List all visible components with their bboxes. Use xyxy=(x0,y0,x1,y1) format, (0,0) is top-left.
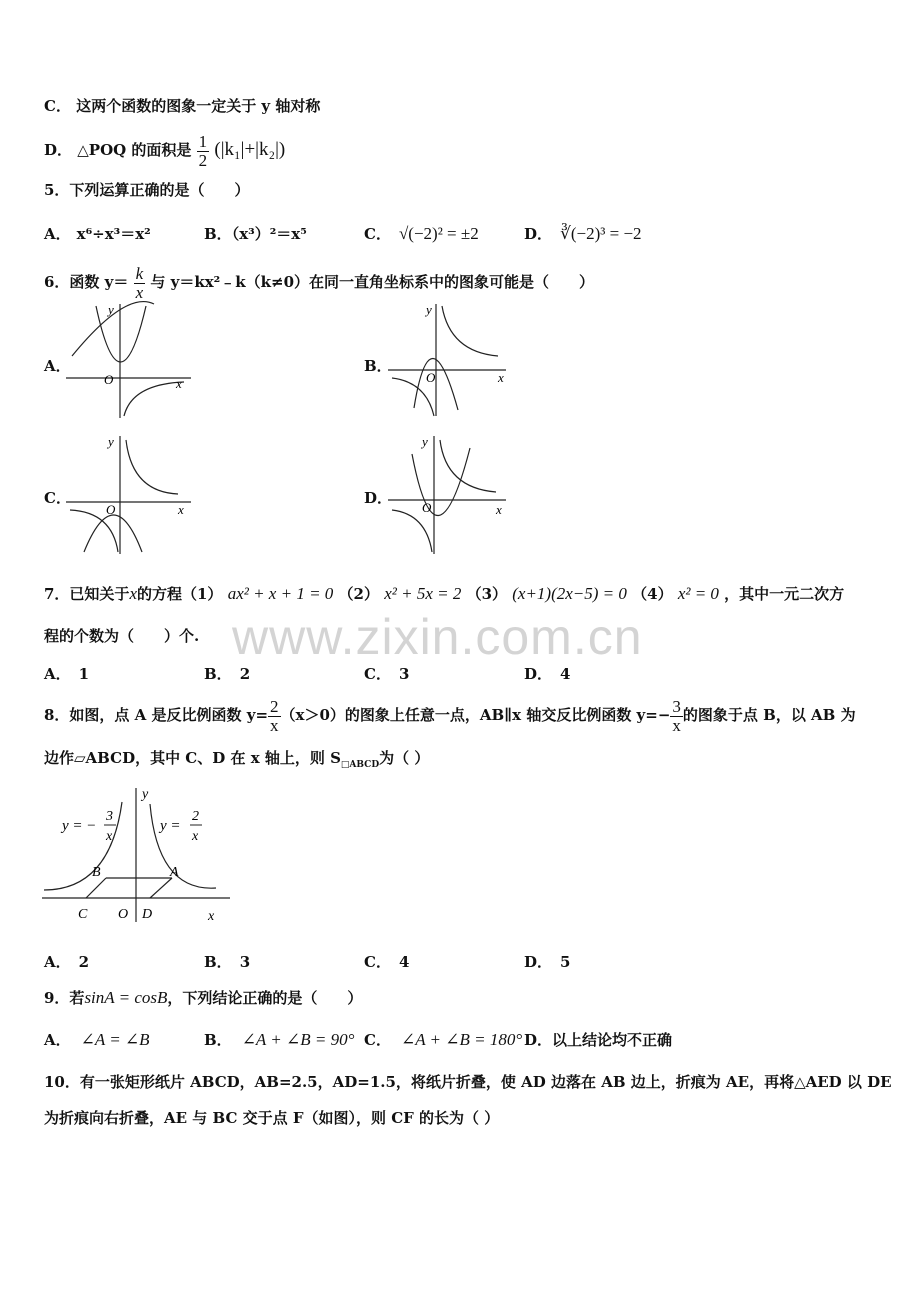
right-curve-label: y = xyxy=(160,818,181,834)
q8-option-a: A． 2 xyxy=(44,953,90,971)
q9-option-d: D．以上结论均不正确 xyxy=(524,1031,673,1049)
axis-x-label: x xyxy=(178,502,184,517)
q7-option-d: D． 4 xyxy=(524,665,571,683)
axis-x-label: x xyxy=(496,502,502,517)
axis-y-label: y xyxy=(108,434,114,449)
q9-option-b: B． ∠A + ∠B = 90° xyxy=(204,1030,355,1049)
point-c-label: C xyxy=(78,907,88,922)
q5-option-a: A． x⁶÷x³＝x² xyxy=(44,225,151,243)
option-label: D． xyxy=(44,141,73,159)
q7-stem: 7．已知关于x的方程（1） ax² + x + 1 = 0 （2） x² + 5x = 2 （3） (x+1)(2x−5) = 0 （4） x² = 0 ，其中一元二次方 xyxy=(44,584,845,603)
origin-label: O xyxy=(422,500,432,515)
q5-option-d: D． ∛(−2)³ = −2 xyxy=(524,224,642,243)
fraction: $\frac{k}{x}$ xyxy=(135,263,144,302)
formula: (|k₁|+|k₂|) xyxy=(214,139,286,160)
q6-graph-c xyxy=(66,430,196,556)
option-text: 这两个函数的图象一定关于 y 轴对称 xyxy=(76,97,321,115)
q8-figure xyxy=(40,782,240,927)
watermark: www.zixin.com.cn xyxy=(232,609,643,665)
q9-stem: 9．若sinA = cosB，下列结论正确的是（ ） xyxy=(44,988,363,1007)
origin-label: O xyxy=(426,370,436,385)
q8-option-d: D． 5 xyxy=(524,953,571,971)
equation-4: x² = 0 xyxy=(677,584,719,603)
q6-stem: 6．函数 y＝ $\frac{k}{x}$ 与 y＝kx²﹣k（k≠0）在同一直角坐标系中的图象可能是（ ） xyxy=(44,263,595,302)
fraction: $\frac{2}{x}$ xyxy=(270,696,279,735)
q10-stem-line1: 10．有一张矩形纸片 ABCD，AB=2.5，AD=1.5，将纸片折叠，使 AD 边落在 AB 边上，折痕为 AE，再将△AED 以 DE xyxy=(44,1073,892,1091)
option-text: △POQ 的面积是 xyxy=(77,141,192,159)
axis-y-label: y xyxy=(108,302,114,317)
point-o-label: O xyxy=(118,907,129,922)
q9-option-c: C． ∠A + ∠B = 180° xyxy=(364,1030,523,1049)
point-b-label: B xyxy=(92,865,101,880)
axis-y-label: y xyxy=(426,302,432,317)
right-curve-num: 2 xyxy=(192,809,199,824)
axis-x-label: x xyxy=(208,909,215,924)
q8-stem: 8．如图，点 A 是反比例函数 y= $\frac{2}{x}$ （x＞0）的图象上任意一点，AB∥x 轴交反比例函数 y=− $\frac{3}{x}$ 的图象于点 B，以 AB 为 xyxy=(44,696,856,735)
q6-graph-b xyxy=(388,298,513,422)
q4-option-d xyxy=(44,130,285,170)
left-curve-label: y = − xyxy=(62,818,97,834)
q6-option-b-label: B． xyxy=(364,357,392,375)
q5-option-c: C． √(−2)² = ±2 xyxy=(364,224,479,243)
equation-1: ax² + x + 1 = 0 xyxy=(227,584,334,603)
q6-option-d-label: D． xyxy=(364,489,393,507)
q8-option-c: C． 4 xyxy=(364,953,410,971)
point-d-label: D xyxy=(142,907,153,922)
axis-y-label: y xyxy=(142,787,149,802)
q8-option-b: B． 3 xyxy=(204,953,251,971)
q7-option-a: A． 1 xyxy=(44,665,90,683)
left-curve-num: 3 xyxy=(106,809,113,824)
q7-option-b: B． 2 xyxy=(204,665,251,683)
axis-x-label: x xyxy=(498,370,504,385)
q6-option-c-label: C． xyxy=(44,489,71,507)
fraction: $\frac{3}{x}$ xyxy=(672,696,681,735)
q6-graph-d xyxy=(388,430,513,556)
fraction: $\frac{1}{2}$ xyxy=(198,131,208,170)
axis-x-label: x xyxy=(176,376,182,391)
q9-option-a: A． ∠A = ∠B xyxy=(44,1030,150,1049)
q6-option-a-label: A． xyxy=(44,357,71,375)
origin-label: O xyxy=(104,372,114,387)
q5-option-b: B．（x³）²＝x⁵ xyxy=(204,225,307,243)
q5-stem: 5．下列运算正确的是（ ） xyxy=(44,181,250,199)
left-curve-den: x xyxy=(106,829,113,844)
equation-2: x² + 5x = 2 xyxy=(384,584,462,603)
q10-stem-line2: 为折痕向右折叠，AE 与 BC 交于点 F（如图），则 CF 的长为（ ） xyxy=(44,1109,500,1127)
q4-option-c xyxy=(44,96,320,116)
right-curve-den: x xyxy=(192,829,199,844)
point-a-label: A xyxy=(170,865,179,880)
equation-3: (x+1)(2x−5) = 0 xyxy=(512,584,627,603)
q8-stem-line2: 边作▱ABCD，其中 C、D 在 x 轴上，则 $S_{□ABCD}$为（ ） xyxy=(44,749,430,770)
q7-stem-line2: 程的个数为（ ）个. xyxy=(44,627,200,645)
q6-graph-a xyxy=(66,298,196,422)
q7-option-c: C． 3 xyxy=(364,665,410,683)
origin-label: O xyxy=(106,502,116,517)
option-label: C． xyxy=(44,97,71,115)
axis-y-label: y xyxy=(422,434,428,449)
